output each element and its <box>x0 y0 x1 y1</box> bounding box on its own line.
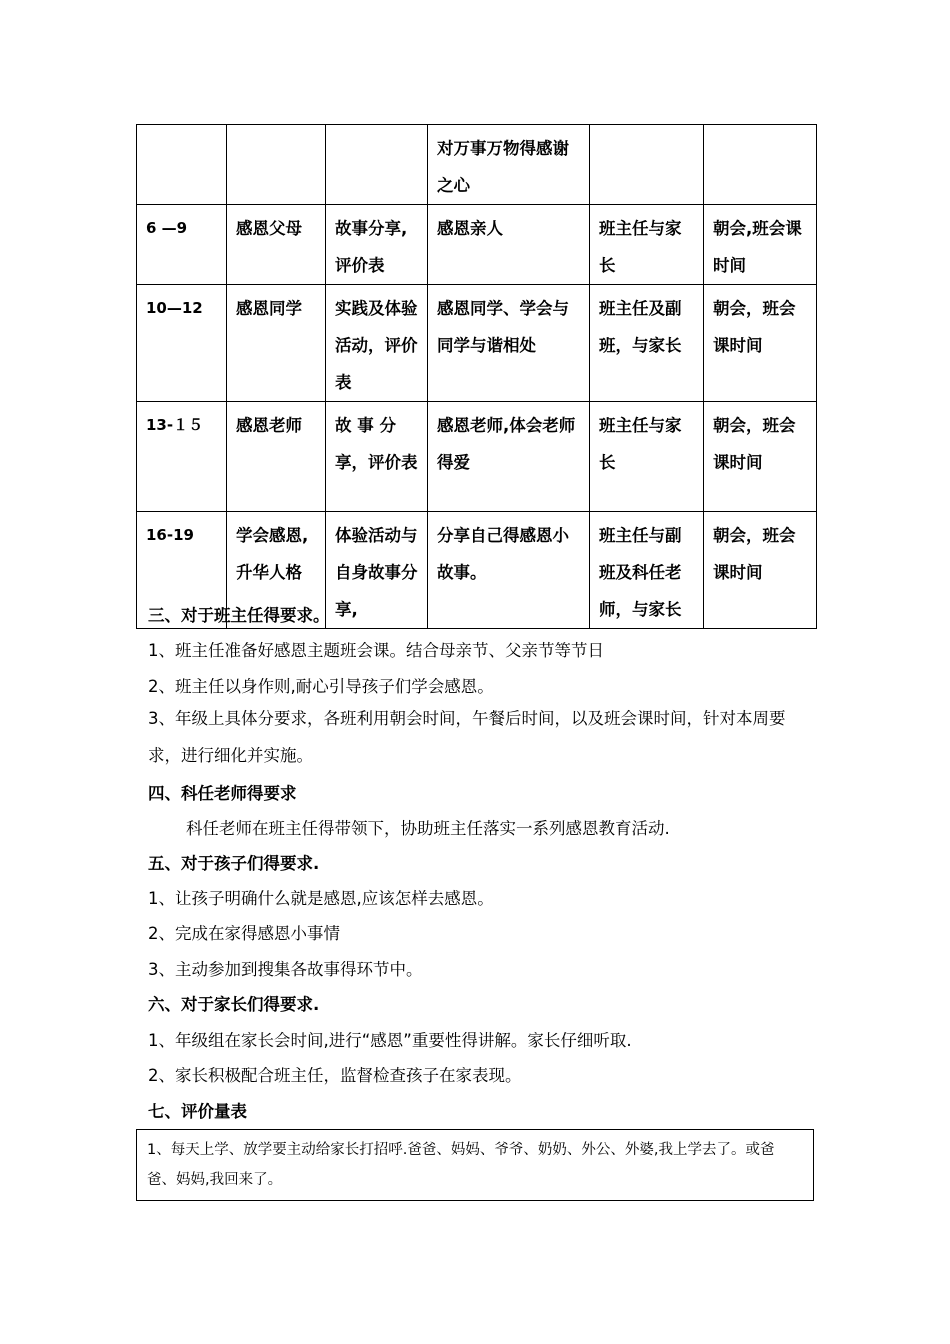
section-heading-student-requirements: 五、对于孩子们得要求. <box>148 854 320 873</box>
activity-schedule-table <box>136 124 817 629</box>
section-heading-parent-requirements: 六、对于家长们得要求. <box>148 995 320 1014</box>
goal-cell: 对万事万物得感谢之心 <box>428 125 590 205</box>
theme-cell: 感恩老师 <box>227 402 326 512</box>
method-cell <box>326 125 428 205</box>
time-cell: 朝会，班会课时间 <box>704 402 817 512</box>
owner-cell: 班主任与家长 <box>590 205 704 285</box>
section-heading-subject-teacher-requirements: 四、科任老师得要求 <box>148 784 297 803</box>
owner-cell: 班主任与家长 <box>590 402 704 512</box>
table-row <box>137 205 817 285</box>
theme-cell <box>227 125 326 205</box>
goal-cell: 感恩同学、学会与同学与谐相处 <box>428 285 590 402</box>
week-cell: 16-19 <box>137 512 227 629</box>
goal-cell: 感恩亲人 <box>428 205 590 285</box>
time-cell: 朝会，班会课时间 <box>704 512 817 629</box>
theme-cell: 学会感恩,升华人格 <box>227 512 326 629</box>
week-cell: 13-１５ <box>137 402 227 512</box>
list-item: 3、年级上具体分要求，各班利用朝会时间，午餐后时间，以及班会课时间，针对本周要求，进行细化并实施。 <box>148 709 786 765</box>
goal-cell: 感恩老师,体会老师得爱 <box>428 402 590 512</box>
list-item: 3、主动参加到搜集各故事得环节中。 <box>148 960 423 979</box>
time-cell: 朝会，班会课时间 <box>704 285 817 402</box>
week-cell <box>137 125 227 205</box>
section-heading-evaluation-scale: 七、评价量表 <box>148 1102 247 1121</box>
list-item: 2、班主任以身作则,耐心引导孩子们学会感恩。 <box>148 677 494 696</box>
method-cell: 故 事 分享，评价表 <box>326 402 428 512</box>
list-item: 1、年级组在家长会时间,进行“感恩”重要性得讲解。家长仔细听取. <box>148 1031 632 1050</box>
owner-cell <box>590 125 704 205</box>
section-heading-teacher-requirements: 三、对于班主任得要求。 <box>148 606 330 625</box>
section-paragraph: 科任老师在班主任得带领下，协助班主任落实一系列感恩教育活动. <box>186 819 670 838</box>
list-item: 1、让孩子明确什么就是感恩,应该怎样去感恩。 <box>148 889 494 908</box>
list-item: 2、完成在家得感恩小事情 <box>148 924 340 943</box>
table-row <box>137 125 817 205</box>
theme-cell: 感恩同学 <box>227 285 326 402</box>
method-cell: 实践及体验活动，评价表 <box>326 285 428 402</box>
theme-cell: 感恩父母 <box>227 205 326 285</box>
list-item: 1、班主任准备好感恩主题班会课。结合母亲节、父亲节等节日 <box>148 641 604 660</box>
time-cell <box>704 125 817 205</box>
owner-cell: 班主任及副班，与家长 <box>590 285 704 402</box>
owner-cell: 班主任与副班及科任老师，与家长 <box>590 512 704 629</box>
table-row <box>137 402 817 512</box>
list-item: 2、家长积极配合班主任，监督检查孩子在家表现。 <box>148 1066 522 1085</box>
evaluation-scale-box: 1、每天上学、放学要主动给家长打招呼.爸爸、妈妈、爷爷、奶奶、外公、外婆,我上学去了。或爸爸、妈妈,我回来了。 <box>136 1129 814 1201</box>
goal-cell: 分享自己得感恩小故事。 <box>428 512 590 629</box>
time-cell: 朝会,班会课时间 <box>704 205 817 285</box>
week-cell: 6 —9 <box>137 205 227 285</box>
method-cell: 故事分享,评价表 <box>326 205 428 285</box>
method-cell: 体验活动与自身故事分享, <box>326 512 428 629</box>
table-row <box>137 285 817 402</box>
week-cell: 10—12 <box>137 285 227 402</box>
